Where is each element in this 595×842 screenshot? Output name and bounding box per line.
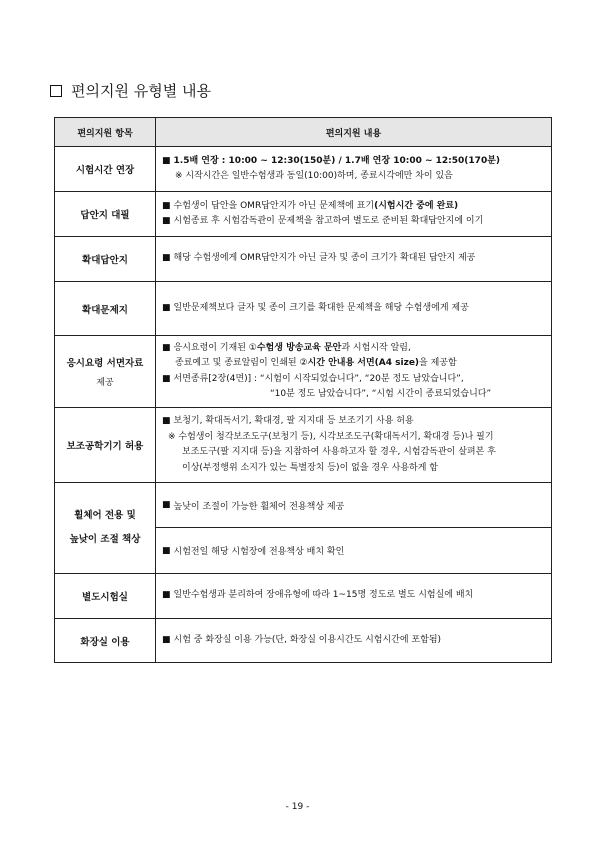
- row-label: [55, 483, 156, 574]
- content-line: 수험생이 답안을 OMR답안지가 아닌 문제책에 표기: [173, 200, 375, 211]
- bullet-icon: ■: [162, 342, 171, 353]
- content-note: 이상(부정행위 소지가 있는 특별장치 등)이 없을 경우 사용하게 함: [182, 462, 438, 473]
- bullet-icon: ■: [162, 416, 171, 426]
- bullet-icon: ■: [162, 634, 171, 645]
- row-label-line: 휠체어 전용 및: [74, 510, 136, 521]
- content-line: 서면종류[2장(4면)] : “시험이 시작되었습니다”, “20분 정도 남았습니다”,: [173, 373, 464, 384]
- empty-square-icon: [50, 85, 62, 97]
- row-label: 별도시험실: [55, 574, 156, 619]
- bullet-icon: ■: [162, 253, 171, 264]
- col-header-item: 편의지원 항목: [55, 118, 156, 147]
- table-row: [55, 408, 552, 483]
- row-label: 확대문제지: [55, 282, 156, 336]
- row-label-sub: 제공: [96, 378, 114, 388]
- row-content: [156, 147, 552, 192]
- content-line: 과 시험시작 알림,: [341, 342, 411, 353]
- bullet-icon: ■: [162, 302, 171, 313]
- content-line: 일반문제책보다 글자 및 종이 크기를 확대한 문제책을 해당 수험생에게 제공: [173, 302, 469, 313]
- table-header-row: [55, 118, 552, 147]
- content-line: 시험 중 화장실 이용 가능(단, 화장실 이용시간도 시험시간에 포함됨): [173, 634, 442, 645]
- table-row: [55, 619, 552, 663]
- table-row: [55, 192, 552, 237]
- row-content: [156, 408, 552, 483]
- content-line: 높낮이 조절이 가능한 휠체어 전용책상 제공: [173, 501, 345, 512]
- col-header-content: 편의지원 내용: [156, 118, 552, 147]
- content-line: 시험전일 해당 시험장에 전용책상 배치 확인: [173, 547, 345, 557]
- content-note: ※ 수험생이 청각보조도구(보청기 등), 시각보조도구(확대독서기, 확대경 등)나 필기: [168, 431, 494, 442]
- content-line: “10분 정도 남았습니다”, “시험 시간이 종료되었습니다”: [270, 389, 492, 399]
- page-number: - 19 -: [285, 802, 310, 812]
- bullet-icon: ■: [162, 200, 171, 211]
- row-label: 답안지 대필: [55, 192, 156, 237]
- content-line: 시험종료 후 시험감독관이 문제책을 참고하여 별도로 준비된 확대답안지에 이기: [173, 216, 484, 226]
- content-bold: 시간 안내용 서면(A4 size): [307, 358, 420, 368]
- content-line: 을 제공함: [419, 358, 457, 368]
- bullet-icon: ■: [162, 373, 171, 384]
- row-label: 시험시간 연장: [55, 147, 156, 192]
- content-line: 응시요령이 기재된 ①: [173, 342, 257, 353]
- row-content: [156, 192, 552, 237]
- table-row: [55, 282, 552, 336]
- row-label: 화장실 이용: [55, 619, 156, 663]
- content-bold: 수험생 방송교육 문안: [256, 342, 342, 353]
- bullet-icon: ■: [162, 545, 171, 556]
- content-note: ※ 시작시간은 일반수험생과 동일(10:00)하며, 종료시각에만 차이 있음: [175, 171, 453, 181]
- row-content: [156, 282, 552, 336]
- bullet-icon: ■: [162, 590, 171, 601]
- table-row: [55, 483, 552, 574]
- row-label: [55, 336, 156, 408]
- row-label-main: 응시요령 서면자료: [66, 358, 144, 369]
- content-bold: (시험시간 중에 완료): [374, 200, 459, 211]
- bullet-icon: ■: [162, 155, 171, 166]
- bullet-icon: ■: [162, 216, 171, 226]
- content-line: 종료예고 및 종료알림이 인쇄된 ②: [175, 358, 308, 368]
- row-label-line: 높낮이 조절 책상: [69, 534, 141, 545]
- heading-text: 편의지원 유형별 내용: [71, 82, 211, 100]
- support-table: [54, 117, 552, 663]
- content-line: 일반수험생과 분리하여 장애유형에 따라 1~15명 정도로 별도 시험실에 배치: [173, 590, 474, 601]
- row-label: 보조공학기기 허용: [55, 408, 156, 483]
- row-content: [156, 336, 552, 408]
- row-label: 확대답안지: [55, 237, 156, 282]
- content-line: 보청기, 확대독서기, 확대경, 팔 지지대 등 보조기기 사용 허용: [173, 416, 414, 426]
- table-row: [55, 336, 552, 408]
- content-line: 해당 수험생에게 OMR답안지가 아닌 글자 및 종이 크기가 확대된 답안지 제공: [173, 253, 476, 264]
- table-row: [55, 574, 552, 619]
- bullet-icon: ■: [162, 500, 171, 510]
- row-content: [156, 483, 552, 574]
- content-note: 보조도구(팔 지지대 등)을 지참하여 사용하고자 할 경우, 시험감독관이 살펴본 후: [182, 447, 496, 457]
- row-content: [156, 619, 552, 663]
- row-content: [156, 574, 552, 619]
- table-row: [55, 237, 552, 282]
- table-row: [55, 147, 552, 192]
- section-heading: [50, 80, 211, 101]
- content-line: 1.5배 연장 : 10:00 ~ 12:30(150분) / 1.7배 연장 10:00 ~ 12:50(170분): [173, 155, 501, 166]
- row-content: [156, 237, 552, 282]
